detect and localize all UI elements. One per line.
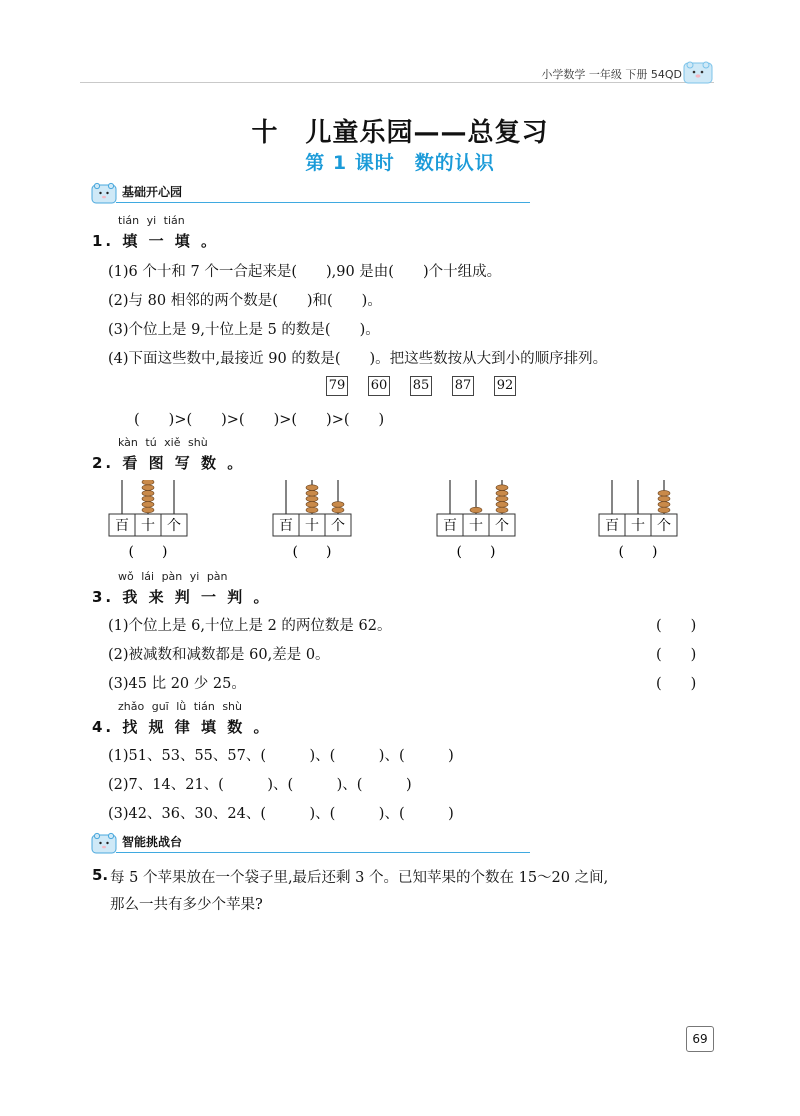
abacus-bead xyxy=(332,502,344,508)
q3-heading: 3. 我 来 判 一 判 。 xyxy=(92,588,272,606)
abacus-bead xyxy=(142,480,154,485)
place-label-tens: 十 xyxy=(141,518,155,534)
abacus xyxy=(436,480,536,560)
q3-item-3: (3)45 比 20 少 25。 xyxy=(108,676,246,692)
q1-item-2: (2)与 80 相邻的两个数是( )和( )。 xyxy=(108,293,382,309)
place-label-ones: 个 xyxy=(331,518,345,534)
q4-item-3: (3)42、36、30、24、( )、( )、( ) xyxy=(108,806,454,822)
q2-heading: 2. 看 图 写 数 。 xyxy=(92,454,246,472)
abacus-bead xyxy=(496,496,508,502)
place-label-tens: 十 xyxy=(305,518,319,534)
abacus-bead xyxy=(306,502,318,508)
q5-line-2: 那么一共有多少个苹果? xyxy=(110,897,263,913)
section-basic xyxy=(90,180,530,206)
place-label-hundreds: 百 xyxy=(279,518,293,534)
q4-item-1: (1)51、53、55、57、( )、( )、( ) xyxy=(108,748,454,764)
number-card: 87 xyxy=(452,376,474,396)
place-label-ones: 个 xyxy=(167,518,181,534)
q4-pinyin: zhǎo guī lǜ tián shù xyxy=(118,700,242,713)
abacus-bead xyxy=(306,490,318,496)
q1-item-1: (1)6 个十和 7 个一合起来是( ),90 是由( )个十组成。 xyxy=(108,264,502,280)
q3-pinyin: wǒ lái pàn yi pàn xyxy=(118,570,228,583)
abacus xyxy=(598,480,698,560)
q2-pinyin: kàn tú xiě shù xyxy=(118,436,208,449)
bear-mascot-icon xyxy=(682,59,714,85)
bear-section-icon xyxy=(90,180,118,206)
place-label-ones: 个 xyxy=(495,518,509,534)
abacus-answer-blank[interactable]: ( ) xyxy=(618,544,658,560)
abacus-bead xyxy=(306,507,318,513)
abacus-bead xyxy=(658,490,670,496)
q3-item-1: (1)个位上是 6,十位上是 2 的两位数是 62。 xyxy=(108,618,392,634)
abacus-answer-blank[interactable]: ( ) xyxy=(456,544,496,560)
q1-item-4: (4)下面这些数中,最接近 90 的数是( )。把这些数按从大到小的顺序排列。 xyxy=(108,351,608,367)
abacus-bead xyxy=(496,485,508,491)
abacus-bead xyxy=(658,502,670,508)
judge-blank[interactable]: ( ) xyxy=(656,676,697,692)
q4-heading: 4. 找 规 律 填 数 。 xyxy=(92,718,272,736)
abacus-bead xyxy=(306,496,318,502)
number-card: 60 xyxy=(368,376,390,396)
abacus-bead xyxy=(496,490,508,496)
place-label-tens: 十 xyxy=(469,518,483,534)
section-basic-label: 基础开心园 xyxy=(122,185,183,199)
abacus-bead xyxy=(306,485,318,491)
lesson-subtitle: 第 1 课时 数的认识 xyxy=(305,152,495,174)
abacus xyxy=(272,480,372,560)
q1-item-3: (3)个位上是 9,十位上是 5 的数是( )。 xyxy=(108,322,380,338)
number-card: 85 xyxy=(410,376,432,396)
place-label-ones: 个 xyxy=(657,518,671,534)
q1-heading: 1. 填 一 填 。 xyxy=(92,232,220,250)
abacus-bead xyxy=(496,502,508,508)
abacus-bead xyxy=(142,485,154,491)
judge-blank[interactable]: ( ) xyxy=(656,647,697,663)
section-challenge xyxy=(90,830,530,856)
q5-number: 5. xyxy=(92,866,109,884)
place-label-hundreds: 百 xyxy=(443,518,457,534)
q4-item-2: (2)7、14、21、( )、( )、( ) xyxy=(108,777,412,793)
page-number: 69 xyxy=(686,1026,714,1052)
abacus-bead xyxy=(142,490,154,496)
abacus-bead xyxy=(658,507,670,513)
q5-line-1: 每 5 个苹果放在一个袋子里,最后还剩 3 个。已知苹果的个数在 15～20 之间, xyxy=(110,870,609,886)
abacus-answer-blank[interactable]: ( ) xyxy=(292,544,332,560)
number-card: 92 xyxy=(494,376,516,396)
abacus-answer-blank[interactable]: ( ) xyxy=(128,544,168,560)
abacus-bead xyxy=(332,507,344,513)
abacus xyxy=(108,480,208,560)
abacus-bead xyxy=(142,507,154,513)
bear-section-icon xyxy=(90,830,118,856)
number-card: 79 xyxy=(326,376,348,396)
place-label-hundreds: 百 xyxy=(115,518,129,534)
chapter-title: 十 儿童乐园——总复习 xyxy=(251,118,549,148)
section-challenge-label: 智能挑战台 xyxy=(122,835,183,849)
q1-pinyin: tián yi tián xyxy=(118,214,185,227)
judge-blank[interactable]: ( ) xyxy=(656,618,697,634)
place-label-tens: 十 xyxy=(631,518,645,534)
q1-order-blanks: ( )>( )>( )>( )>( ) xyxy=(134,412,385,428)
q3-item-2: (2)被减数和减数都是 60,差是 0。 xyxy=(108,647,330,663)
place-label-hundreds: 百 xyxy=(605,518,619,534)
abacus-bead xyxy=(496,507,508,513)
abacus-bead xyxy=(470,507,482,513)
header-book-info: 小学数学 一年级 下册 54QD xyxy=(541,68,682,81)
header-rule xyxy=(80,82,714,83)
abacus-bead xyxy=(658,496,670,502)
abacus-bead xyxy=(142,502,154,508)
abacus-bead xyxy=(142,496,154,502)
